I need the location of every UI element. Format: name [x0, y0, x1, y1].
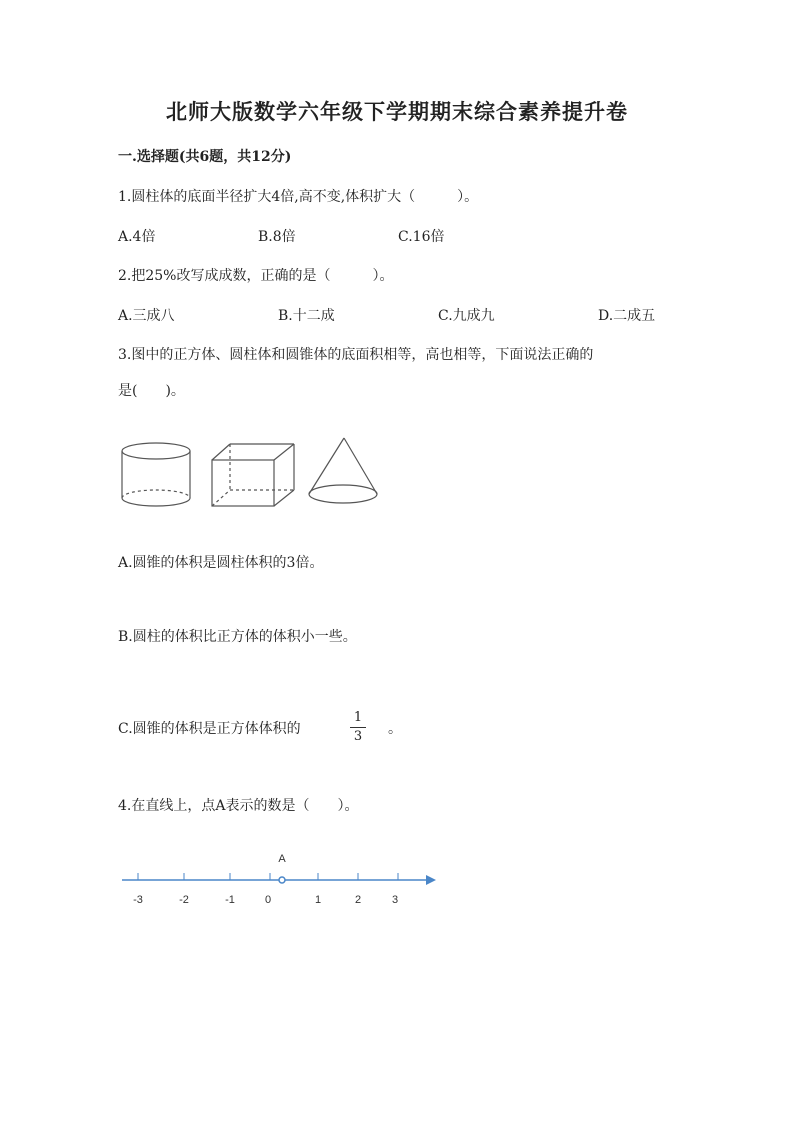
tick-label: 3 [391, 894, 399, 906]
question-4-text: 4.在直线上，点A表示的数是（ ）。 [118, 798, 359, 814]
question-1-option-a: A.4倍 [118, 229, 156, 245]
page-title: 北师大版数学六年级下学期期末综合素养提升卷 [166, 99, 628, 124]
question-2-text: 2.把25%改写成成数，正确的是（ ）。 [118, 268, 394, 284]
question-3-text-line2: 是( )。 [118, 383, 185, 399]
cone-shape [309, 438, 377, 503]
solids-figure [118, 434, 388, 510]
question-1-option-c: C.16倍 [398, 229, 445, 245]
point-a-marker [279, 877, 285, 883]
question-3-option-a: A.圆锥的体积是圆柱体积的3倍。 [118, 555, 324, 571]
fraction-numerator: 1 [353, 710, 363, 725]
question-3-option-b: B.圆柱的体积比正方体的体积小一些。 [118, 629, 357, 645]
section-heading: 一.选择题(共6题，共12分) [118, 149, 292, 165]
one-third-fraction [350, 710, 366, 745]
tick-label: -1 [225, 894, 235, 906]
question-3-text-line1: 3.图中的正方体、圆柱体和圆锥体的底面积相等，高也相等，下面说法正确的 [118, 347, 594, 363]
tick-label: -3 [133, 894, 143, 906]
cube-shape [212, 444, 294, 506]
tick-label: 2 [354, 894, 362, 906]
question-2-option-c: C.九成九 [438, 308, 495, 324]
point-a-label: A [278, 853, 286, 865]
fraction-denominator: 3 [353, 729, 363, 744]
arrow-head-icon [426, 875, 436, 885]
fraction-bar [350, 727, 366, 728]
question-1-text: 1.圆柱体的底面半径扩大4倍,高不变,体积扩大（ ）。 [118, 189, 479, 205]
question-2-option-d: D.二成五 [598, 308, 656, 324]
question-2-option-b: B.十二成 [278, 308, 335, 324]
question-2-option-a: A.三成八 [118, 308, 175, 324]
question-3-option-c-suffix: 。 [388, 721, 402, 737]
number-line [118, 848, 440, 910]
tick-label: 1 [314, 894, 322, 906]
question-3-option-c: C.圆锥的体积是正方体体积的 [118, 721, 301, 737]
question-1-option-b: B.8倍 [258, 229, 296, 245]
tick-label: 0 [264, 894, 272, 906]
tick-label: -2 [179, 894, 189, 906]
cylinder-shape [122, 443, 190, 506]
